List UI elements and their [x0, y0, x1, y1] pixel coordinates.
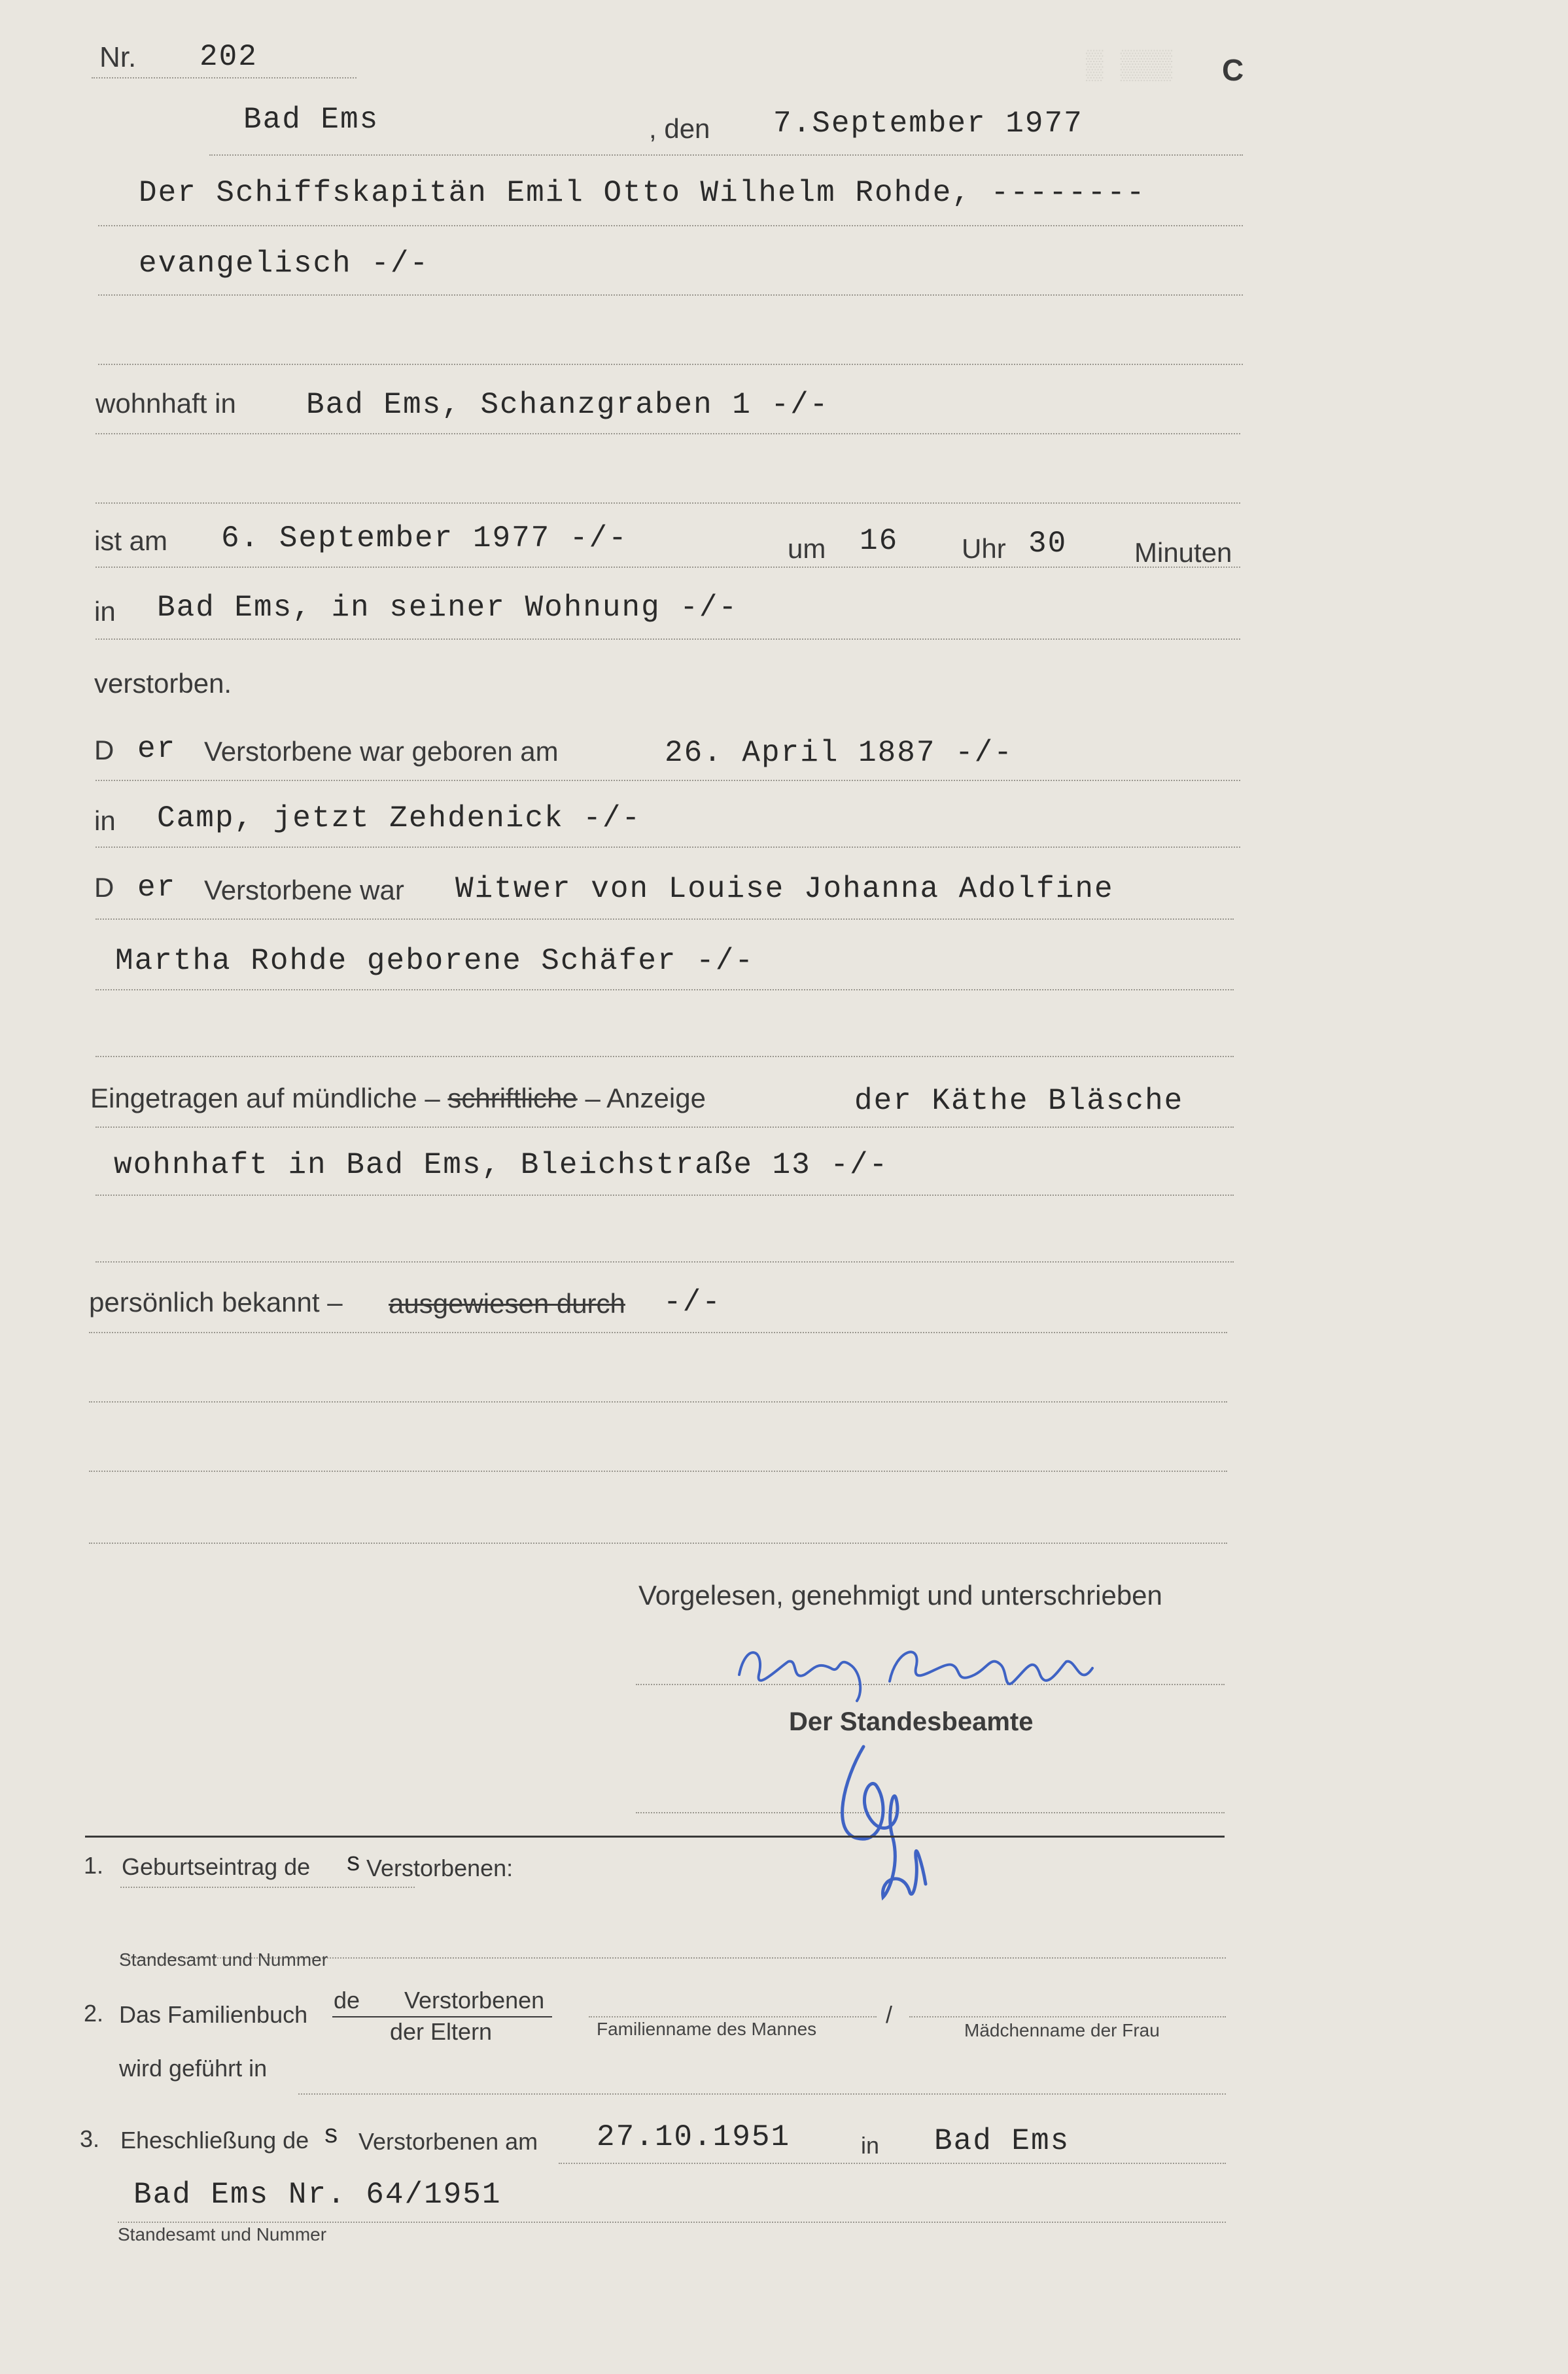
line-death-place [96, 638, 1240, 640]
den-label: , den [649, 113, 710, 144]
residence-value: Bad Ems, Schanzgraben 1 -/- [306, 388, 829, 422]
note-1-number: 1. [84, 1852, 104, 1879]
nr-label: Nr. [99, 41, 137, 73]
death-hour: 16 [860, 524, 899, 558]
ist-am-label: ist am [94, 525, 168, 556]
line-husband [589, 2016, 877, 2017]
spouse-er-label: er [137, 871, 177, 905]
note-1-s: s [345, 1849, 363, 1879]
place: Bad Ems [243, 103, 379, 137]
note-3-label-2: Verstorbenen am [358, 2128, 538, 2155]
informant: der Käthe Bläsche [854, 1084, 1184, 1118]
line-person [98, 225, 1243, 226]
read-approved-label: Vorgelesen, genehmigt und unterschrieben [638, 1580, 1162, 1611]
verstorben-label: verstorben. [94, 668, 232, 699]
signature-registrar [818, 1727, 949, 1910]
death-minute: 30 [1028, 527, 1068, 561]
line-blank-3 [96, 1056, 1234, 1057]
nr-line [92, 77, 357, 79]
line-identification [89, 1332, 1227, 1333]
birth-label: Verstorbene war geboren am [204, 736, 559, 767]
standesamt-label-1: Standesamt und Nummer [119, 1949, 328, 1970]
bleed-through: ▒ ▒▒▒ [1086, 50, 1173, 83]
note-2-verstorbenen: Verstorbenen [404, 1987, 545, 2014]
note-3-in: in [861, 2132, 880, 2159]
spouse-line-1: Witwer von Louise Johanna Adolfine [455, 872, 1114, 906]
birth-er-label: er [137, 732, 177, 766]
marriage-register-nr: Bad Ems Nr. 64/1951 [133, 2178, 502, 2212]
note-2-wife: Mädchenname der Frau [964, 2020, 1160, 2040]
note-2-eltern: der Eltern [390, 2018, 493, 2045]
note-2-slash: / [886, 2001, 893, 2028]
informant-address: wohnhaft in Bad Ems, Bleichstraße 13 -/- [114, 1148, 889, 1182]
line-spouse-2 [96, 989, 1234, 990]
residence-label: wohnhaft in [96, 388, 236, 419]
standesamt-label-2: Standesamt und Nummer [118, 2224, 327, 2244]
note-3-label: Eheschließung de [120, 2127, 309, 2154]
line-blank-4 [96, 1261, 1234, 1263]
note-2-label: Das Familienbuch [119, 2001, 308, 2028]
note-3-number: 3. [80, 2125, 100, 2152]
religion: evangelisch -/- [139, 247, 430, 281]
line-wife [909, 2016, 1226, 2017]
death-place: Bad Ems, in seiner Wohnung -/- [157, 591, 739, 625]
birth-place: Camp, jetzt Zehdenick -/- [157, 801, 642, 835]
registration-label: Eingetragen auf mündliche – schriftliche – Anzeige [90, 1083, 706, 1113]
line-birth-place [96, 847, 1240, 848]
corner-letter: C [1222, 53, 1244, 87]
marriage-place: Bad Ems [934, 2124, 1070, 2158]
registrar-label: Der Standesbeamte [789, 1707, 1034, 1736]
line-informant [96, 1195, 1234, 1196]
line-registration [96, 1126, 1234, 1128]
line-blank-2 [96, 502, 1240, 504]
death-in-label: in [94, 596, 116, 627]
line-birth [96, 780, 1240, 781]
note-1-label: Geburtseintrag de [122, 1853, 311, 1880]
note-2-de: de [334, 1987, 360, 2014]
note-2-number: 2. [84, 2000, 104, 2027]
identification-label: persönlich bekannt – [89, 1287, 343, 1318]
uhr-label: Uhr [962, 533, 1006, 564]
line-blank-7 [89, 1543, 1227, 1544]
birth-date: 26. April 1887 -/- [665, 736, 1013, 770]
spouse-line-2: Martha Rohde geborene Schäfer -/- [115, 944, 754, 978]
birth-d-label: D [94, 735, 114, 765]
struck-ausgewiesen: ausgewiesen durch [389, 1288, 625, 1319]
minuten-label: Minuten [1134, 537, 1232, 568]
line-residence [96, 433, 1240, 434]
line-note-2 [298, 2093, 1226, 2095]
marriage-date: 27.10.1951 [597, 2120, 791, 2154]
struck-schriftliche: schriftliche [447, 1083, 578, 1113]
spouse-d-label: D [94, 872, 114, 903]
death-date: 6. September 1977 -/- [221, 521, 628, 555]
note-2-wird: wird geführt in [119, 2055, 268, 2082]
line-religion [98, 294, 1243, 296]
line-note-3b [118, 2222, 1226, 2223]
spouse-label: Verstorbene war [204, 875, 404, 905]
note-1-label-2: Verstorbenen: [366, 1855, 514, 1881]
line-blank-5 [89, 1401, 1227, 1403]
signature-witness [726, 1629, 1132, 1707]
line-blank-1 [98, 364, 1243, 365]
line-note-3 [559, 2163, 1226, 2164]
person-name: Der Schiffskapitän Emil Otto Wilhelm Rohde, -------- [139, 176, 1146, 210]
um-label: um [788, 533, 826, 564]
line-place [209, 154, 1243, 156]
line-death [96, 567, 1240, 568]
fraction-rule [332, 2016, 552, 2017]
note-2-husband: Familienname des Mannes [597, 2019, 817, 2039]
identification-value: -/- [663, 1285, 722, 1319]
birth-in-label: in [94, 805, 116, 836]
date-written: 7.September 1977 [773, 107, 1083, 141]
line-blank-6 [89, 1471, 1227, 1472]
nr-value: 202 [200, 40, 258, 74]
divider-rule [85, 1836, 1225, 1838]
note-3-s: s [323, 2121, 341, 2151]
line-note-1a [120, 1887, 415, 1888]
line-spouse-1 [96, 918, 1234, 920]
